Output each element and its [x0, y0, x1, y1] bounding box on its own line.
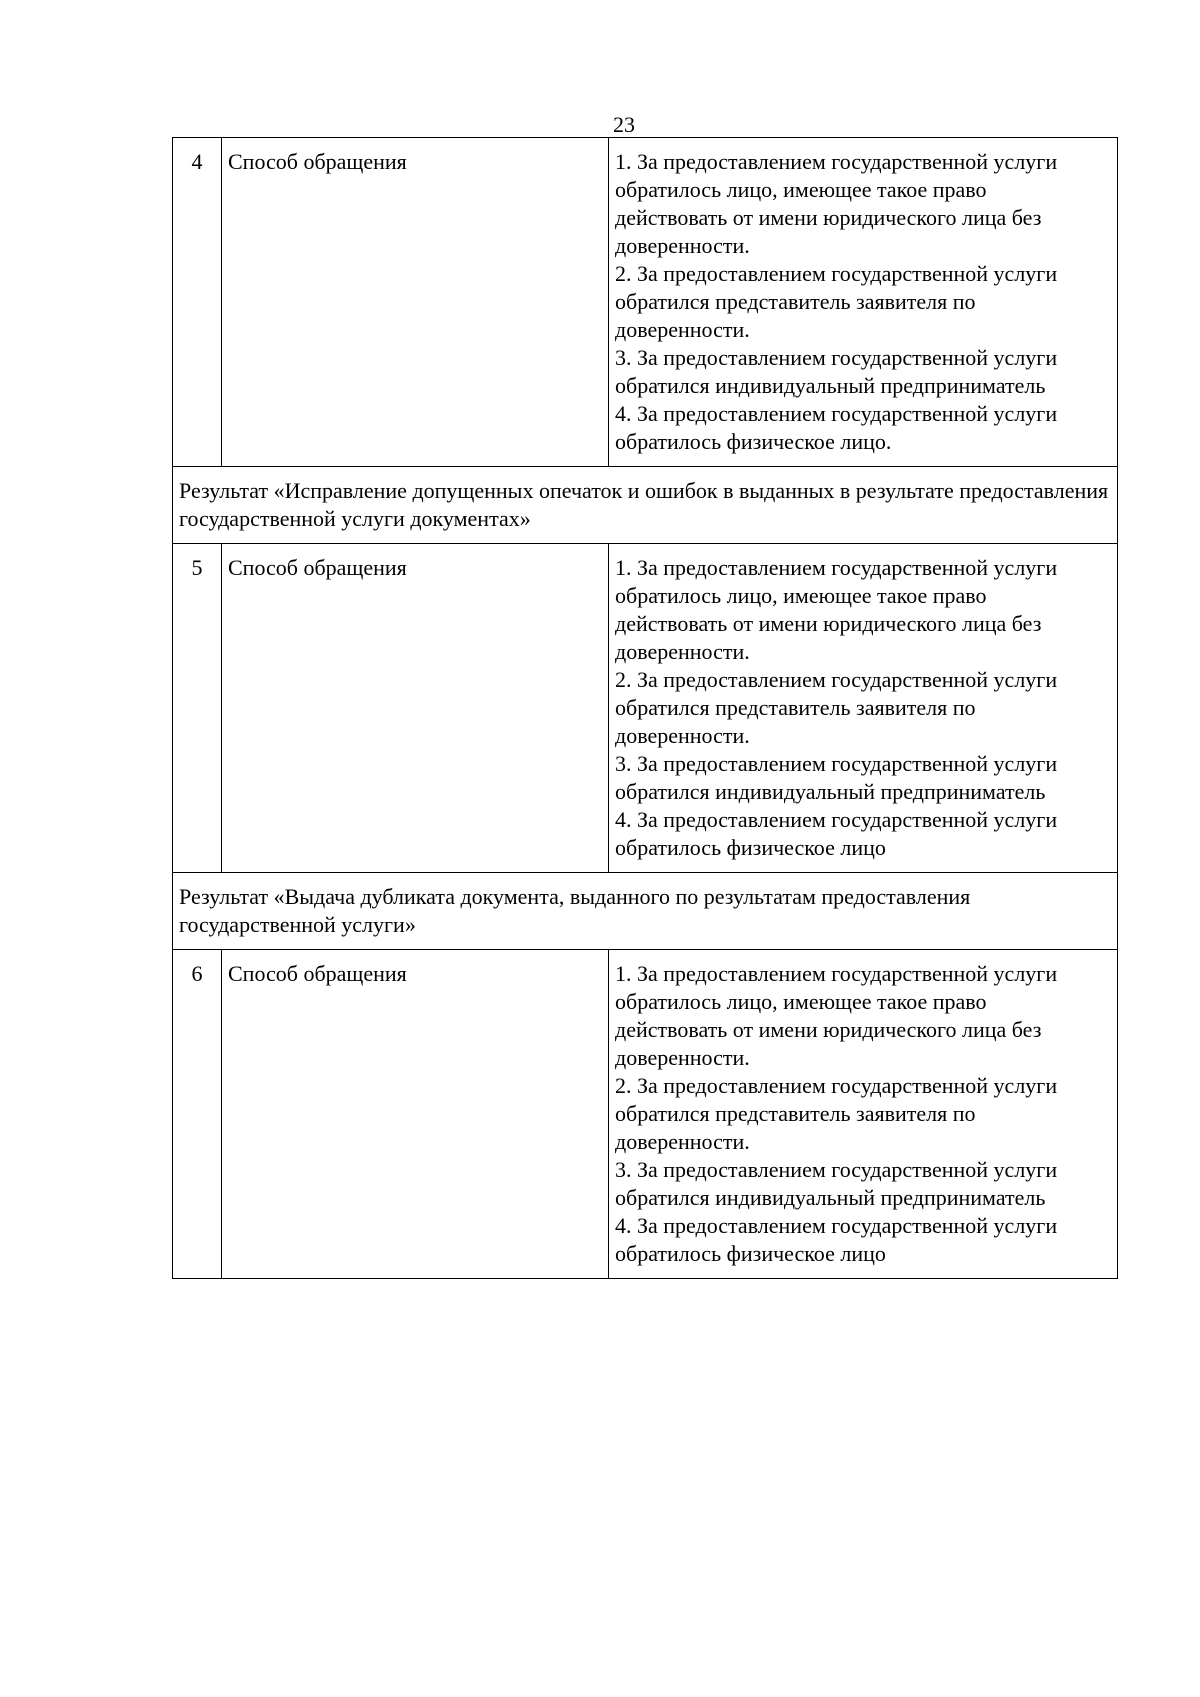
table-row: [173, 544, 1118, 873]
section-row: [173, 873, 1118, 950]
value-line: обратился представитель заявителя по: [615, 289, 976, 314]
value-line: доверенности.: [615, 723, 750, 748]
table-body: [173, 138, 1118, 1279]
row-value: [609, 138, 1118, 467]
section-row: [173, 467, 1118, 544]
page-number: 23: [613, 112, 635, 137]
row-name: Способ обращения: [222, 138, 609, 467]
value-line: 4. За предоставлением государственной услуги: [615, 807, 1058, 832]
value-line: доверенности.: [615, 1129, 750, 1154]
table-row: [173, 138, 1118, 467]
value-line: доверенности.: [615, 233, 750, 258]
table-row: [173, 950, 1118, 1279]
value-line: 2. За предоставлением государственной услуги: [615, 1073, 1058, 1098]
row-name: Способ обращения: [222, 544, 609, 873]
value-line: обратился представитель заявителя по: [615, 1101, 976, 1126]
value-line: 3. За предоставлением государственной услуги: [615, 345, 1058, 370]
value-line: доверенности.: [615, 639, 750, 664]
row-name: Способ обращения: [222, 950, 609, 1279]
value-line: действовать от имени юридического лица без: [615, 611, 1042, 636]
value-line: доверенности.: [615, 1045, 750, 1070]
value-line: обратилось лицо, имеющее такое право: [615, 177, 987, 202]
value-line: 4. За предоставлением государственной услуги: [615, 1213, 1058, 1238]
value-line: действовать от имени юридического лица без: [615, 1017, 1042, 1042]
value-line: 1. За предоставлением государственной услуги: [615, 149, 1058, 174]
value-line: 4. За предоставлением государственной услуги: [615, 401, 1058, 426]
value-line: обратился индивидуальный предприниматель: [615, 373, 1046, 398]
value-line: обратился представитель заявителя по: [615, 695, 976, 720]
value-line: обратилось лицо, имеющее такое право: [615, 583, 987, 608]
value-line: 1. За предоставлением государственной услуги: [615, 961, 1058, 986]
value-line: обратился индивидуальный предприниматель: [615, 1185, 1046, 1210]
row-number: 5: [173, 544, 222, 873]
value-line: обратилось физическое лицо: [615, 1241, 886, 1266]
value-line: 2. За предоставлением государственной услуги: [615, 261, 1058, 286]
value-line: действовать от имени юридического лица без: [615, 205, 1042, 230]
value-line: обратился индивидуальный предприниматель: [615, 779, 1046, 804]
value-line: доверенности.: [615, 317, 750, 342]
value-line: 2. За предоставлением государственной услуги: [615, 667, 1058, 692]
section-heading: Результат «Выдача дубликата документа, выданного по результатам предоставления государственной услуги»: [173, 873, 1118, 950]
value-line: 3. За предоставлением государственной услуги: [615, 751, 1058, 776]
services-table: [172, 137, 1118, 1279]
row-value: [609, 950, 1118, 1279]
row-number: 4: [173, 138, 222, 467]
value-line: 1. За предоставлением государственной услуги: [615, 555, 1058, 580]
section-heading: Результат «Исправление допущенных опечаток и ошибок в выданных в результате предоставления государственной услуги документах»: [173, 467, 1118, 544]
value-line: 3. За предоставлением государственной услуги: [615, 1157, 1058, 1182]
value-line: обратилось лицо, имеющее такое право: [615, 989, 987, 1014]
value-line: обратилось физическое лицо: [615, 835, 886, 860]
row-number: 6: [173, 950, 222, 1279]
row-value: [609, 544, 1118, 873]
value-line: обратилось физическое лицо.: [615, 429, 892, 454]
